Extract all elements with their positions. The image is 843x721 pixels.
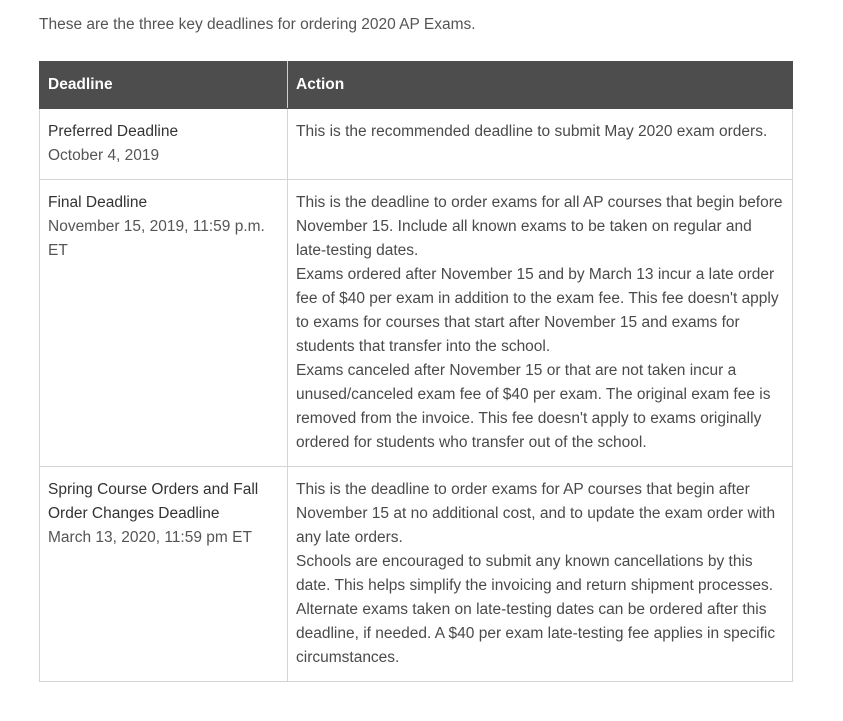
deadlines-table [39,61,793,682]
deadline-cell [40,467,288,682]
action-text: Exams ordered after November 15 and by March 13 incur a late order fee of $40 per exam in addition to the exam fee. This fee doesn't apply to exams for courses that start after November 15 and exams for students that transfer into the school. [296,266,779,355]
action-text: Alternate exams taken on late-testing dates can be ordered after this deadline, if needed. A $40 per exam late-testing fee applies in specific circumstances. [296,601,776,666]
table-row-preferred [40,109,793,180]
action-text: Schools are encouraged to submit any known cancellations by this date. This helps simplify the invoicing and return shipment processes. [296,553,774,594]
deadline-name: Final Deadline [48,194,148,211]
column-header-deadline: Deadline [40,62,288,109]
column-header-action: Action [288,62,793,109]
action-text: This is the recommended deadline to submit May 2020 exam orders. [296,123,768,140]
action-cell [288,180,793,467]
table-header-row [40,62,793,109]
action-cell [288,467,793,682]
intro-text: These are the three key deadlines for ordering 2020 AP Exams. [39,16,476,33]
deadline-name: Preferred Deadline [48,123,179,140]
deadline-date: March 13, 2020, 11:59 pm ET [48,529,252,546]
deadline-date: November 15, 2019, 11:59 p.m. ET [48,218,265,259]
action-text: This is the deadline to order exams for AP courses that begin after November 15 at no additional cost, and to update the exam order with any late orders. [296,481,776,546]
table-row-spring [40,467,793,682]
deadline-cell [40,109,288,180]
action-text: Exams canceled after November 15 or that are not taken incur a unused/canceled exam fee of $40 per exam. The original exam fee is removed from the invoice. This fee doesn't apply to exams originally ordered for students who transfer out of the school. [296,362,771,451]
table-row-final [40,180,793,467]
deadline-date: October 4, 2019 [48,147,160,164]
action-text: This is the deadline to order exams for all AP courses that begin before November 15. Include all known exams to be taken on regular and late-testing dates. [296,194,783,259]
deadline-name: Spring Course Orders and Fall Order Changes Deadline [48,481,259,522]
deadline-cell [40,180,288,467]
action-cell [288,109,793,180]
